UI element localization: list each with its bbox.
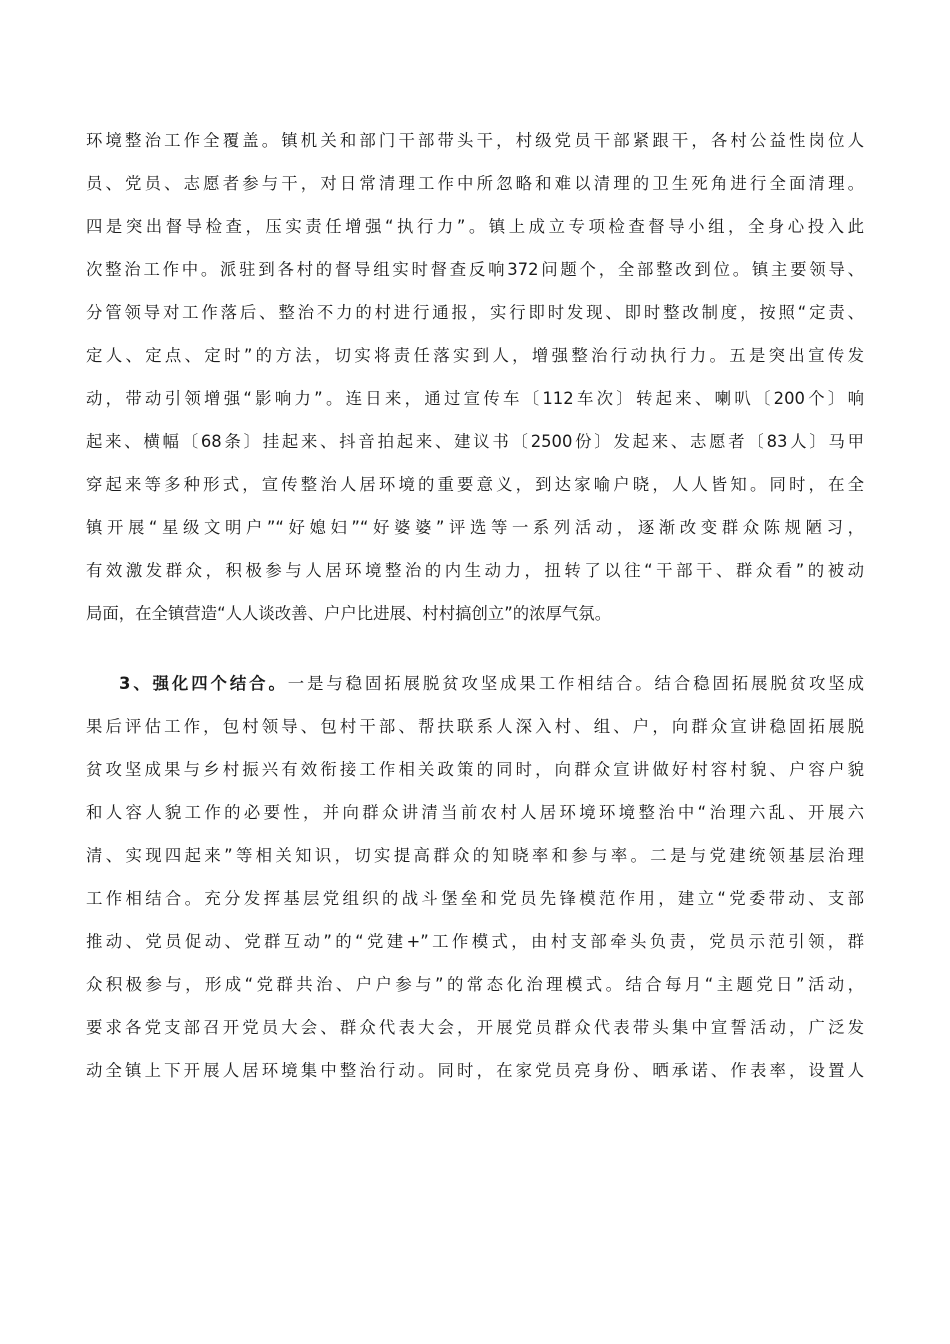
text-line: 定人、定点、定时”的方法，切实将责任落实到人，增强整治行动执行力。五是突出宣传发	[86, 346, 864, 365]
text-line: 环境整治工作全覆盖。镇机关和部门干部带头干，村级党员干部紧跟干，各村公益性岗位人	[86, 131, 864, 150]
text-line: 果后评估工作，包村领导、包村干部、帮扶联系人深入村、组、户，向群众宣讲稳固拓展脱	[86, 717, 864, 736]
text-line: 穿起来等多种形式，宣传整治人居环境的重要意义，到达家喻户晓，人人皆知。同时，在全	[86, 475, 864, 494]
paragraph-gap	[86, 635, 864, 662]
text-line: 清、实现四起来”等相关知识，切实提高群众的知晓率和参与率。二是与党建统领基层治理	[86, 846, 864, 865]
text-line: 次整治工作中。派驻到各村的督导组实时督查反响372问题个，全部整改到位。镇主要领导、	[86, 260, 864, 279]
text-line: 员、党员、志愿者参与干，对日常清理工作中所忽略和难以清理的卫生死角进行全面清理。	[86, 174, 864, 193]
text-line: 局面，在全镇营造“人人谈改善、户户比进展、村村搞创立”的浓厚气氛。	[86, 604, 612, 623]
text-line: 四是突出督导检查，压实责任增强“执行力”。镇上成立专项检查督导小组，全身心投入此	[86, 217, 864, 236]
text-line: 起来、横幅〔68条〕挂起来、抖音拍起来、建议书〔2500份〕发起来、志愿者〔83人〕马甲	[86, 432, 864, 451]
text-line: 工作相结合。充分发挥基层党组织的战斗堡垒和党员先锋模范作用，建立“党委带动、支部	[86, 889, 864, 908]
text-line: 贫攻坚成果与乡村振兴有效衔接工作相关政策的同时，向群众宣讲做好村容村貌、户容户貌	[86, 760, 864, 779]
paragraph-environment-rectification	[86, 119, 864, 635]
paragraph-four-combinations	[86, 662, 864, 1092]
document-page	[86, 119, 864, 1092]
text-line: 动，带动引领增强“影响力”。连日来，通过宣传车〔112车次〕转起来、喇叭〔200个〕响	[86, 389, 864, 408]
text-line: 要求各党支部召开党员大会、群众代表大会，开展党员群众代表带头集中宣誓活动，广泛发	[86, 1018, 864, 1037]
text-line-first	[86, 662, 864, 705]
text-line: 分管领导对工作落后、整治不力的村进行通报，实行即时发现、即时整改制度，按照“定责、	[86, 303, 864, 322]
text-line: 有效激发群众，积极参与人居环境整治的内生动力，扭转了以往“干部干、群众看”的被动	[86, 561, 864, 580]
text-line: 推动、党员促动、党群互动”的“党建+”工作模式，由村支部牵头负责，党员示范引领，群	[86, 932, 864, 951]
text-line: 镇开展“星级文明户”“好媳妇”“好婆婆”评选等一系列活动，逐渐改变群众陈规陋习，	[86, 518, 864, 537]
section-heading: 3、强化四个结合。	[119, 674, 288, 693]
text-line: 众积极参与，形成“党群共治、户户参与”的常态化治理模式。结合每月“主题党日”活动，	[86, 975, 864, 994]
text-line: 动全镇上下开展人居环境集中整治行动。同时，在家党员亮身份、晒承诺、作表率，设置人	[86, 1061, 864, 1080]
text-line-rest: 一是与稳固拓展脱贫攻坚成果工作相结合。结合稳固拓展脱贫攻坚成	[287, 674, 864, 693]
text-line: 和人容人貌工作的必要性，并向群众讲清当前农村人居环境环境整治中“治理六乱、开展六	[86, 803, 864, 822]
